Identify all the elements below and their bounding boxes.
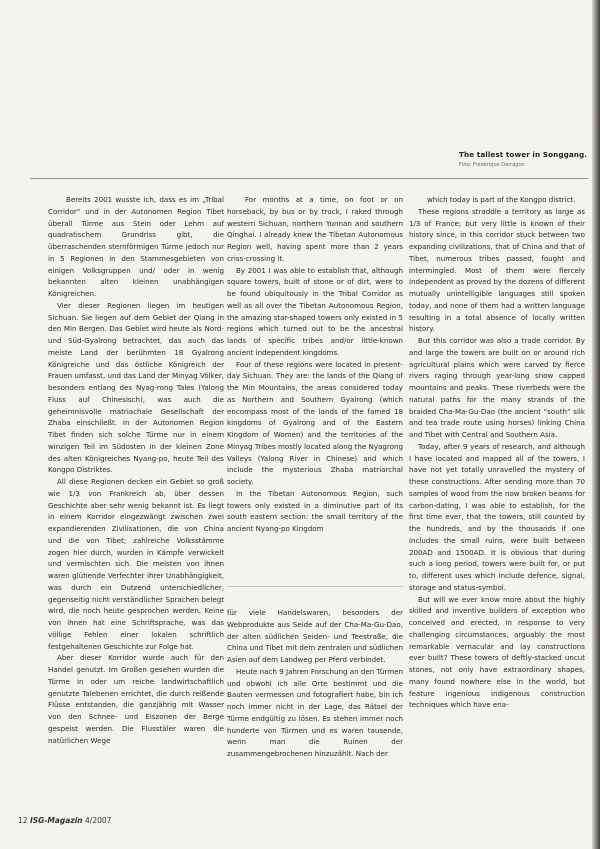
paragraph: By 2001 I was able to establish that, although square towers, built of stone or of dirt, were to be found ubiquitously in the Tribal Corridor as well as all over the Tibetan Autonomous Region, the amazing star-shaped towers only existed in 5 regions which turned out to be the ancestral lands of specific tribes and/or little-known ancient independent kingdoms. bbox=[227, 265, 403, 357]
photo-caption bbox=[459, 150, 589, 168]
paragraph: Vier dieser Regionen liegen im heutigen Sichuan. Sie liegen auf dem Gebiet der Qiang in den Min Bergen. Das Gebiet wird heute als Nord- und Süd-Gyalrong betrachtet, das auch das meiste Land der berühmten 18 Gyalrong Königreiche und das östliche Königreich der Frauen umfasst, und das Land der Minyag Völker, besonders entlang des Nyag-rong Tales (Yalong Fluss auf Chinesisch), was auch die geheimnisvolle matriachale Gesellschaft der Zhaba einschließt. In der Autonomen Region Tibet finden sich solche Türme nur in einem winzigen Teil im Südosten in der kleinen Zone des alten Königreiches Nyang-po, heute Teil des Kongpo Distriktes. bbox=[48, 300, 224, 475]
paragraph: which today is part of the Kongpo district. bbox=[427, 195, 576, 204]
column-english-1 bbox=[227, 194, 403, 535]
paragraph: für viele Handelswaren, besonders der Webprodukte aus Seide auf der Cha-Ma-Gu-Dao, der alten südlichen Seiden- und Teestraße, die China und Tibet mit dem zentralen und südlichen Asien auf dem Landweg per Pferd verbindet. bbox=[227, 608, 403, 664]
column-german-2 bbox=[227, 607, 403, 760]
issue-number: 4/2007 bbox=[85, 816, 112, 825]
paragraph: Bereits 2001 wusste ich, dass es im „Tribal Corridor“ und in der Autonomen Region Tibet überall Türme aus Stein oder Lehm auf quadratischem Grundriss gibt, die überraschenden sternförmigen Türme jedoch nur in 5 Regionen in den Stammesgebieten von einigen Volksgruppen und/ oder in wenig bekannten alten kleinen unabhängigen Königreichen. bbox=[48, 195, 224, 298]
paragraph: Aber dieser Korridor wurde auch für den Handel genutzt. Im Großen gesehen wurden die Türme in oder um reiche landwirtschaftlich genutzte Talebenen errichtet, die durch reißende Flüsse entstanden, die ganzjährig mit Wasser von den Schnee- und Eiszonen der Berge gespeist werden. Die Flusstäler waren die natürlichen Wege bbox=[48, 653, 224, 745]
column-divider bbox=[227, 586, 403, 587]
paragraph: Heute nach 9 Jahren Forschung an den Türmen und obwohl ich alle Orte bestimmt und die Bauten vermessen und fotografiert habe, bin ich noch immer nicht in der Lage, das Rätsel der Türme endgültig zu lösen. Es stehen immer noch hunderte von Türmen und es waren tausende, wenn man die Ruinen der zusammengebrochenen hinzuzählt. Nach der bbox=[227, 666, 403, 758]
paragraph: But will we ever know more about the highly skilled and inventive builders of exception who conceived and erected, in response to very challenging circumstances, arguably the most remarkable vernacular and lay constructions ever built? These towers of deftly-stacked uncut stones, not only have extraordinary shapes, many found nowhere else in the world, but feature ingenious indigenous construction techniques which have ena- bbox=[409, 594, 585, 710]
caption-title: The tallest tower in Songgang. bbox=[459, 150, 588, 159]
paragraph: Four of these regions were located in present-day Sichuan. They are: the lands of the Qiang of the Min Mountains, the areas considered today as Northern and Southern Gyalrong (which encompass most of the lands of the famed 18 kingdoms of Gyalrong and of the Eastern Kingdom of Women) and the territories of the Minyag Tribes mostly located along the Nyagrong Valleys (Yalong River in Chinese) and which include the mysterious Zhaba matriarchal society. bbox=[227, 359, 403, 486]
paragraph: In the Tibetan Autonomous Region, such towers only existed in a diminutive part of its south eastern section: the small territory of the ancient Nyang-po Kingdom bbox=[227, 488, 403, 533]
divider-line bbox=[30, 178, 588, 179]
paragraph: These regions straddle a territory as large as 1/3 of France; but very little is known of their history since, in this corridor stuck between two expanding civilizations, that of China and that of Tibet, numerous tribes passed, fought and intermingled. Most of them were fiercely independent as proved by the dozens of different mutually unintelligible languages still spoken today, and none of them had a written language resulting in a total absence of locally written history. bbox=[409, 206, 585, 334]
paragraph: For months at a time, on foot or on horseback, by bus or by truck, I raked through western Sichuan, northern Yunnan and southern Qinghai. I already knew the Tibetan Autonomous Region well, having spent more than 2 years criss-crossing it. bbox=[227, 195, 403, 263]
paragraph: All diese Regionen decken ein Gebiet so groß wie 1/3 von Frankreich ab, über dessen Geschichte aber sehr wenig bekannt ist. Es liegt in einem Korridor eingezwängt zwischen zwei expandierenden Zivilisationen, die von China und die von Tibet; zahlreiche Volksstämme zogen hier durch, wurden in Kämpfe verwickelt und vermischten sich. Die meisten von ihnen waren glühende Verfechter ihrer Unabhängigkeit, was durch ein Dutzend unterschiedlicher, gegenseitig nicht verständlicher Sprachen belegt wird, die noch heute gesprochen werden. Keine von ihnen hat eine Schriftsprache, was das völlige Fehlen einer lokalen schriftlich festgehaltenen Geschichte zur Folge hat. bbox=[48, 477, 224, 651]
column-german-1 bbox=[48, 194, 224, 746]
page-footer bbox=[18, 816, 111, 825]
magazine-name: ISG-Magazin bbox=[29, 816, 83, 825]
column-english-2 bbox=[409, 194, 585, 711]
paragraph: Today, after 9 years of research, and although I have located and mapped all of the towers, I have not yet totally unravelled the mystery of these constructions. After sending more than 70 samples of wood from the now broken beams for carbon-dating, I was able to establish, for the first time ever, that the towers, still counted by the hundreds, and by the thousands if one includes the small ruins, were built between 200AD and 1500AD. It is obvious that during such a long period, towers were built for, or put to, different uses which include defence, signal, storage and status-symbol. bbox=[409, 441, 585, 592]
paragraph: But this corridor was also a trade corridor. By and large the towers are built on or around rich agricultural plains which were carved by fierce rivers raging through year-long snow capped mountains and peaks. These riverbeds were the natural paths for the many strands of the braided Cha-Ma-Gu-Dao (the ancient “south” silk and tea trade route using horses) linking China and Tibet with Central and Southern Asia. bbox=[409, 336, 585, 439]
page-number: 12 bbox=[18, 816, 28, 825]
caption-credit: Foto: Frédérique Darragon bbox=[459, 162, 525, 168]
scan-edge bbox=[592, 0, 600, 849]
